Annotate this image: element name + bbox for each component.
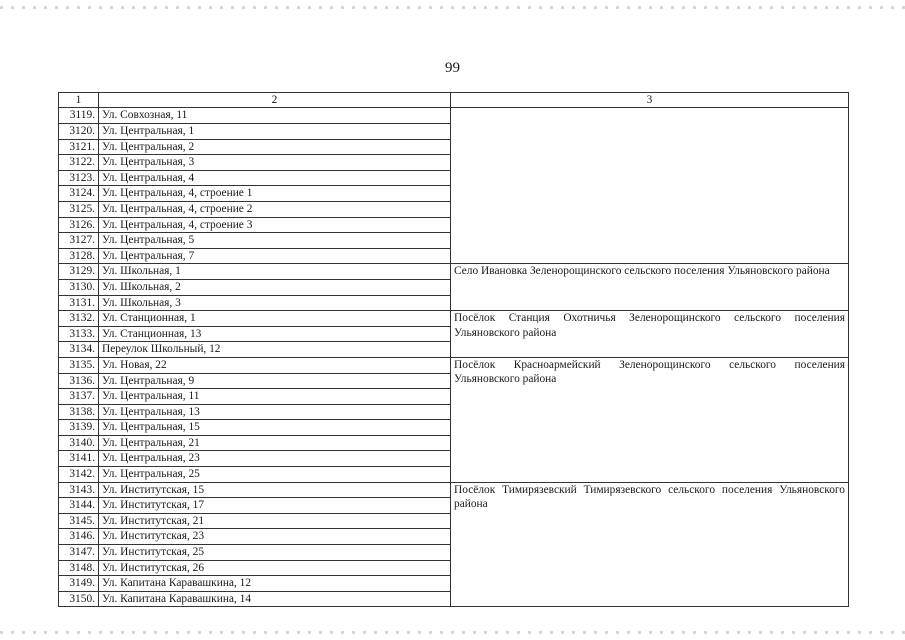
row-number: 3132. — [59, 311, 99, 327]
table-row — [59, 108, 849, 124]
row-number: 3121. — [59, 139, 99, 155]
table-row — [59, 311, 849, 327]
row-address: Ул. Институтская, 15 — [99, 482, 451, 498]
scan-edge-bottom — [0, 631, 905, 634]
row-address: Ул. Институтская, 23 — [99, 529, 451, 545]
row-number: 3147. — [59, 545, 99, 561]
row-address: Ул. Институтская, 21 — [99, 513, 451, 529]
row-address: Ул. Центральная, 4, строение 3 — [99, 217, 451, 233]
row-number: 3137. — [59, 389, 99, 405]
table-body — [59, 108, 849, 607]
locality-cell: Посёлок Тимирязевский Тимирязевского сельского поселения Ульяновского района — [451, 482, 849, 607]
row-number: 3122. — [59, 155, 99, 171]
row-number: 3129. — [59, 264, 99, 280]
row-number: 3140. — [59, 435, 99, 451]
row-address: Ул. Капитана Каравашкина, 12 — [99, 576, 451, 592]
header-col-1: 1 — [59, 93, 99, 108]
row-number: 3142. — [59, 467, 99, 483]
row-number: 3141. — [59, 451, 99, 467]
row-address: Ул. Центральная, 21 — [99, 435, 451, 451]
page-number: 99 — [445, 60, 460, 76]
row-number: 3143. — [59, 482, 99, 498]
row-address: Ул. Центральная, 25 — [99, 467, 451, 483]
locality-cell — [451, 108, 849, 264]
row-number: 3127. — [59, 233, 99, 249]
row-number: 3128. — [59, 248, 99, 264]
row-address: Ул. Станционная, 13 — [99, 326, 451, 342]
row-address: Ул. Институтская, 17 — [99, 498, 451, 514]
row-address: Ул. Центральная, 4 — [99, 170, 451, 186]
row-address: Ул. Институтская, 25 — [99, 545, 451, 561]
table-header-row — [59, 93, 849, 108]
table-row — [59, 264, 849, 280]
row-address: Ул. Центральная, 4, строение 1 — [99, 186, 451, 202]
row-address: Ул. Совхозная, 11 — [99, 108, 451, 124]
row-number: 3120. — [59, 124, 99, 140]
row-address: Ул. Центральная, 13 — [99, 404, 451, 420]
row-address: Ул. Центральная, 2 — [99, 139, 451, 155]
address-registry-table — [58, 92, 849, 607]
row-number: 3134. — [59, 342, 99, 358]
scan-edge-top — [0, 6, 905, 9]
row-address: Ул. Школьная, 2 — [99, 279, 451, 295]
row-number: 3133. — [59, 326, 99, 342]
row-number: 3130. — [59, 279, 99, 295]
row-address: Ул. Центральная, 3 — [99, 155, 451, 171]
locality-cell: Посёлок Станция Охотничья Зеленорощинского сельского поселения Ульяновского района — [451, 311, 849, 358]
row-address: Ул. Институтская, 26 — [99, 560, 451, 576]
row-number: 3123. — [59, 170, 99, 186]
row-number: 3144. — [59, 498, 99, 514]
row-number: 3136. — [59, 373, 99, 389]
row-number: 3126. — [59, 217, 99, 233]
row-number: 3125. — [59, 201, 99, 217]
row-number: 3145. — [59, 513, 99, 529]
locality-cell: Посёлок Красноармейский Зеленорощинского сельского поселения Ульяновского района — [451, 357, 849, 482]
table-row — [59, 357, 849, 373]
row-address: Ул. Центральная, 5 — [99, 233, 451, 249]
row-address: Ул. Школьная, 1 — [99, 264, 451, 280]
table-row — [59, 482, 849, 498]
row-address: Ул. Центральная, 23 — [99, 451, 451, 467]
row-address: Ул. Центральная, 15 — [99, 420, 451, 436]
row-number: 3148. — [59, 560, 99, 576]
row-address: Ул. Капитана Каравашкина, 14 — [99, 591, 451, 607]
header-col-3: 3 — [451, 93, 849, 108]
row-number: 3119. — [59, 108, 99, 124]
row-number: 3138. — [59, 404, 99, 420]
row-address: Ул. Школьная, 3 — [99, 295, 451, 311]
row-number: 3135. — [59, 357, 99, 373]
row-address: Переулок Школьный, 12 — [99, 342, 451, 358]
row-address: Ул. Центральная, 1 — [99, 124, 451, 140]
row-number: 3146. — [59, 529, 99, 545]
row-address: Ул. Станционная, 1 — [99, 311, 451, 327]
row-number: 3149. — [59, 576, 99, 592]
row-address: Ул. Центральная, 4, строение 2 — [99, 201, 451, 217]
row-number: 3139. — [59, 420, 99, 436]
header-col-2: 2 — [99, 93, 451, 108]
row-address: Ул. Центральная, 11 — [99, 389, 451, 405]
row-address: Ул. Новая, 22 — [99, 357, 451, 373]
row-number: 3124. — [59, 186, 99, 202]
row-address: Ул. Центральная, 7 — [99, 248, 451, 264]
row-address: Ул. Центральная, 9 — [99, 373, 451, 389]
row-number: 3131. — [59, 295, 99, 311]
row-number: 3150. — [59, 591, 99, 607]
locality-cell: Село Ивановка Зеленорощинского сельского поселения Ульяновского района — [451, 264, 849, 311]
